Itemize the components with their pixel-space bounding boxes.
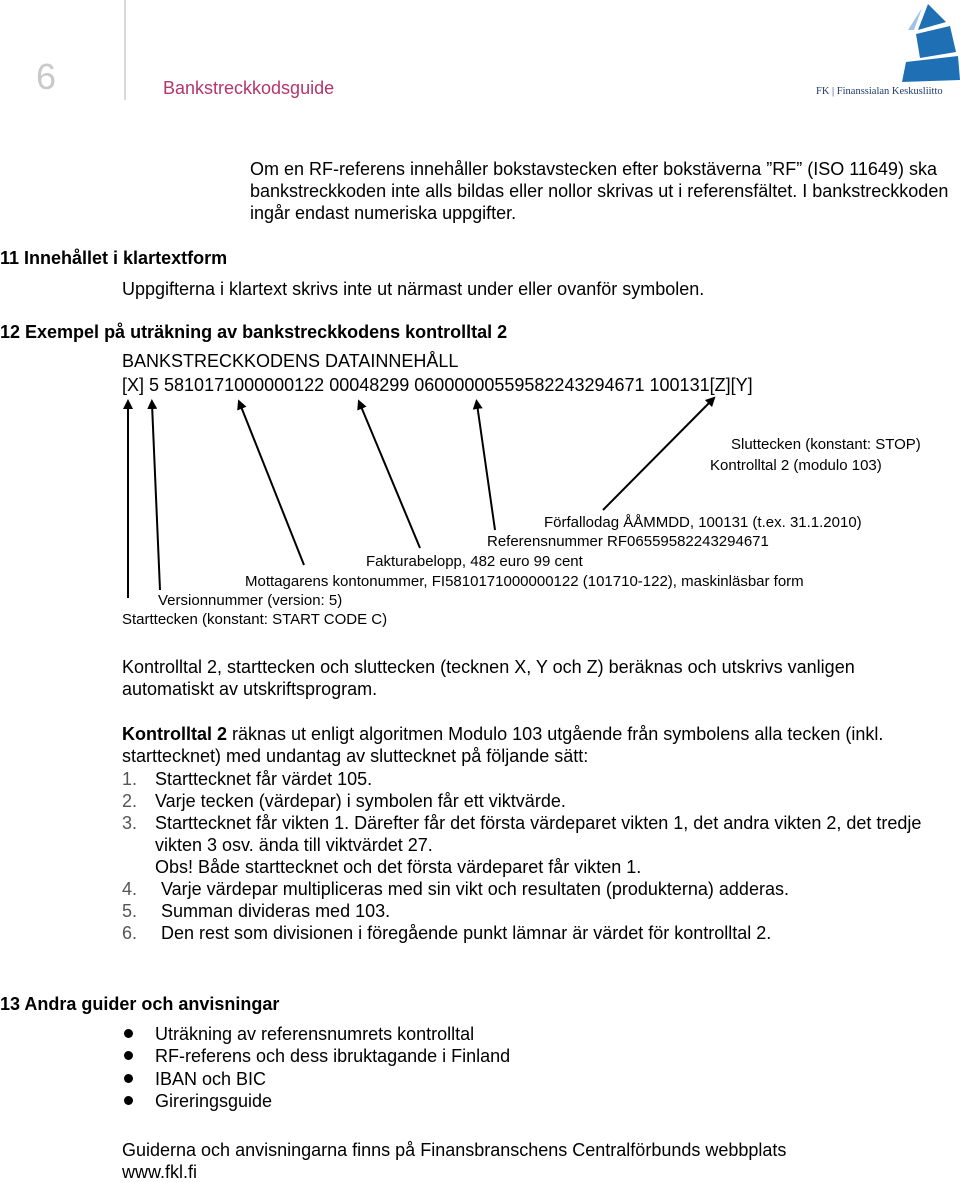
step-note: Obs! Både starttecknet och det första värdeparet får vikten 1. [155,857,642,877]
step-text: Den rest som divisionen i föregående punkt lämnar är värdet för kontrolltal 2. [161,923,772,943]
bullet-icon [124,1029,133,1038]
step-item [122,790,942,812]
arrow-account [240,404,304,565]
guide-item[interactable] [122,1090,510,1112]
bullet-icon [124,1051,133,1060]
arrow-amount [360,404,420,548]
label-version: Versionnummer (version: 5) [158,592,343,609]
step-number: 3. [122,813,138,833]
step-item [122,812,942,878]
step-item [122,768,942,790]
arrow-version [152,404,160,590]
arrow-due [603,400,712,510]
step-number: 1. [122,769,138,789]
guide-item-label: Uträkning av referensnumrets kontrolltal [155,1024,475,1044]
para-algorithm-bold: Kontrolltal 2 [122,724,228,744]
label-stop: Sluttecken (konstant: STOP) [731,436,921,453]
step-text: Starttecknet får vikten 1. Därefter får det första värdeparet vikten 1, det andra vikten 2, det tredje vikten 3 osv. ända till viktvärdet 27. [155,813,922,855]
step-item [122,900,942,922]
label-account: Mottagarens kontonummer, FI5810171000000122 (101710-122), maskinläsbar form [245,573,804,590]
step-text: Starttecknet får värdet 105. [155,769,373,789]
step-text: Varje värdepar multipliceras med sin vikt och resultaten (produkterna) adderas. [161,879,789,899]
data-line: [X] 5 5810171000000122 00048299 06000000559582243294671 100131[Z][Y] [122,375,753,395]
step-number: 2. [122,791,138,811]
guides-list [122,1023,510,1112]
section-11-heading: 11 Innehållet i klartextform [0,248,228,268]
logo-text: FK | Finanssialan Keskusliitto [816,86,943,97]
guide-item[interactable] [122,1023,510,1045]
guide-item[interactable] [122,1045,510,1067]
guide-item-label: Gireringsguide [155,1090,273,1111]
step-text: Summan divideras med 103. [161,901,391,921]
footer-text: Guiderna och anvisningarna finns på Finansbranschens Centralförbunds webbplats [122,1140,787,1160]
section-13-heading: 13 Andra guider och anvisningar [0,994,280,1014]
step-text: Varje tecken (värdepar) i symbolen får ett viktvärde. [155,791,566,811]
intro-paragraph: Om en RF-referens innehåller bokstavstecken efter bokstäverna ”RF” (ISO 11649) ska bankstreckkoden inte alls bildas eller nollor skrivas ut i referensfältet. I bankstreckkoden ingår endast numeriska uppgifter. [250,159,949,223]
para-algorithm [122,723,942,767]
step-item [122,922,942,944]
step-item [122,878,942,900]
data-title: BANKSTRECKKODENS DATAINNEHÅLL [122,351,459,371]
steps-list [122,768,942,944]
label-due: Förfallodag ÅÅMMDD, 100131 (t.ex. 31.1.2010) [544,514,862,531]
label-ref: Referensnummer RF06559582243294671 [487,533,769,550]
section-12-heading: 12 Exempel på uträkning av bankstreckkodens kontrolltal 2 [0,322,508,342]
para-algorithm-rest: räknas ut enligt algoritmen Modulo 103 utgående från symbolens alla tecken (inkl. starttecknet) med undantag av sluttecknet på följande sätt: [122,724,884,766]
bullet-icon [124,1096,133,1105]
guide-item-label: RF-referens och dess ibruktagande i Finland [155,1046,511,1067]
section-11-text: Uppgifterna i klartext skrivs inte ut närmast under eller ovanför symbolen. [122,279,705,299]
label-start: Starttecken (konstant: START CODE C) [122,611,388,628]
guide-item[interactable] [122,1068,510,1090]
arrow-ref [477,404,495,530]
step-number: 6. [122,923,138,943]
step-number: 5. [122,901,138,921]
step-number: 4. [122,879,138,899]
footer-url-link[interactable]: www.fkl.fi [122,1162,198,1182]
label-check: Kontrolltal 2 (modulo 103) [710,457,882,474]
bullet-icon [124,1074,133,1083]
guide-title: Bankstreckkodsguide [163,78,335,98]
page-number: 6 [36,56,57,97]
guide-item-label: IBAN och BIC [155,1068,267,1089]
para-auto: Kontrolltal 2, starttecken och sluttecken (tecknen X, Y och Z) beräknas och utskrivs vanligen automatiskt av utskriftsprogram. [122,657,855,699]
label-amount: Fakturabelopp, 482 euro 99 cent [366,553,583,570]
